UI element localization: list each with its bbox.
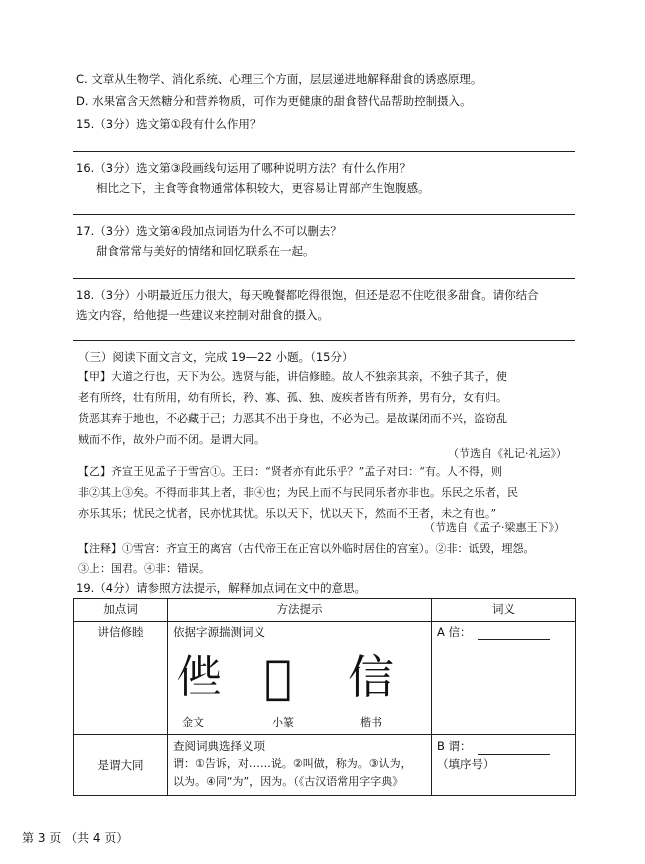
row1-answer-blank[interactable] xyxy=(478,627,550,640)
notes-line: 【注释】①雪宫：齐宣王的离宫（古代帝王在正宫以外临时居住的宫室）。②非：诋毁，埋怨。 xyxy=(78,542,535,555)
jia-source: （节选自《礼记·礼运》） xyxy=(448,447,567,460)
header-method: 方法提示 xyxy=(168,599,432,622)
question-19: 19.（4分）请参照方法提示，解释加点词在文中的意思。 xyxy=(76,581,367,595)
row1-answer-cell xyxy=(432,622,576,735)
glyph-kaishu: 信 xyxy=(348,650,394,704)
yi-text-line: 非②其上③矣。不得而非其上者，非④也；为民上而不与民同乐者亦非也。乐民之乐者，民 xyxy=(78,486,518,499)
row2-answer-blank[interactable] xyxy=(478,742,550,755)
option-c: C. 文章从生物学、消化系统、心理三个方面，层层递进地解释甜食的诱惑原理。 xyxy=(76,72,483,86)
row2-word: 是谓大同 xyxy=(74,735,168,796)
glyph-label-kaishu: 楷书 xyxy=(360,716,382,729)
question-18: 18.（3分）小明最近压力很大，每天晚餐都吃得很饱，但还是忍不住吃很多甜食。请你结合 xyxy=(76,288,539,302)
question-17: 17.（3分）选文第④段加点词语为什么不可以删去？ xyxy=(76,224,342,238)
jia-text-line: 贼而不作，故外户而不闭。是谓大同。 xyxy=(78,433,265,446)
header-word: 加点词 xyxy=(74,599,168,622)
row2-answer-label: B 谓： xyxy=(437,739,472,753)
row2-method-cell xyxy=(168,735,432,796)
q19-table-header xyxy=(74,599,576,622)
row2-method-line: 以为。④同“为”，因为。（《古汉语常用字字典》 xyxy=(173,775,404,788)
row2-answer-cell xyxy=(432,735,576,796)
row1-word: 讲信修睦 xyxy=(74,622,168,735)
q19-row-2 xyxy=(74,735,576,796)
yi-text-line: 【乙】齐宣王见孟子于雪宫①。王曰：“贤者亦有此乐乎？”孟子对曰：“有。人不得，则 xyxy=(78,465,502,478)
row1-method: 依据字源揣测词义 xyxy=(173,625,265,639)
notes-line: ③上：国君。④非：错误。 xyxy=(78,562,210,575)
question-16: 16.（3分）选文第③段画线句运用了哪种说明方法？有什么作用？ xyxy=(76,161,411,175)
question-17-quote: 甜食常常与美好的情绪和回忆联系在一起。 xyxy=(96,244,315,258)
yi-source: （节选自《孟子·梁惠王下》） xyxy=(424,521,565,534)
row2-method-line: 谓：①告诉，对……说。②叫做，称为。③认为， xyxy=(173,757,412,770)
glyph-jinwen: 𠉃 xyxy=(176,650,222,704)
jia-text-line: 货恶其弃于地也，不必藏于己；力恶其不出于身也，不必为己。是故谋闭而不兴，盗窃乱 xyxy=(78,412,507,425)
question-16-quote: 相比之下，主食等食物通常体积较大，更容易让胃部产生饱腹感。 xyxy=(96,181,430,195)
q19-table xyxy=(73,598,576,796)
glyph-label-xiaozhuan: 小篆 xyxy=(272,716,294,729)
row2-method-title: 查阅词典选择义项 xyxy=(173,739,265,753)
yi-text-line: 亦乐其乐；忧民之忧者，民亦忧其忧。乐以天下，忧以天下，然而不王者，未之有也。” xyxy=(78,507,497,520)
option-d: D. 水果富含天然糖分和营养物质，可作为更健康的甜食替代品帮助控制摄入。 xyxy=(76,94,472,108)
glyph-label-jinwen: 金文 xyxy=(182,716,204,729)
section-3-heading: （三）阅读下面文言文，完成 19—22 小题。（15分） xyxy=(78,350,354,364)
answer-line-15[interactable] xyxy=(73,151,575,152)
glyph-xiaozhuan: 𠋢 xyxy=(264,650,292,704)
row1-method-cell xyxy=(168,622,432,735)
row2-answer-hint: （填序号） xyxy=(437,757,495,771)
answer-line-16[interactable] xyxy=(73,214,575,215)
answer-line-18[interactable] xyxy=(73,340,575,341)
question-18-cont: 选文内容，给他提一些建议来控制对甜食的摄入。 xyxy=(76,308,329,322)
header-meaning: 词义 xyxy=(432,599,576,622)
page-footer: 第 3 页 （共 4 页） xyxy=(22,831,129,845)
answer-line-17[interactable] xyxy=(73,278,575,279)
row1-answer-label: A 信： xyxy=(437,625,472,639)
q19-row-1 xyxy=(74,622,576,735)
question-15: 15.（3分）选文第①段有什么作用？ xyxy=(76,117,262,131)
jia-text-line: 【甲】大道之行也，天下为公。选贤与能，讲信修睦。故人不独亲其亲，不独子其子，使 xyxy=(78,370,507,383)
jia-text-line: 老有所终，壮有所用，幼有所长，矜、寡、孤、独、废疾者皆有所养，男有分，女有归。 xyxy=(78,391,507,404)
